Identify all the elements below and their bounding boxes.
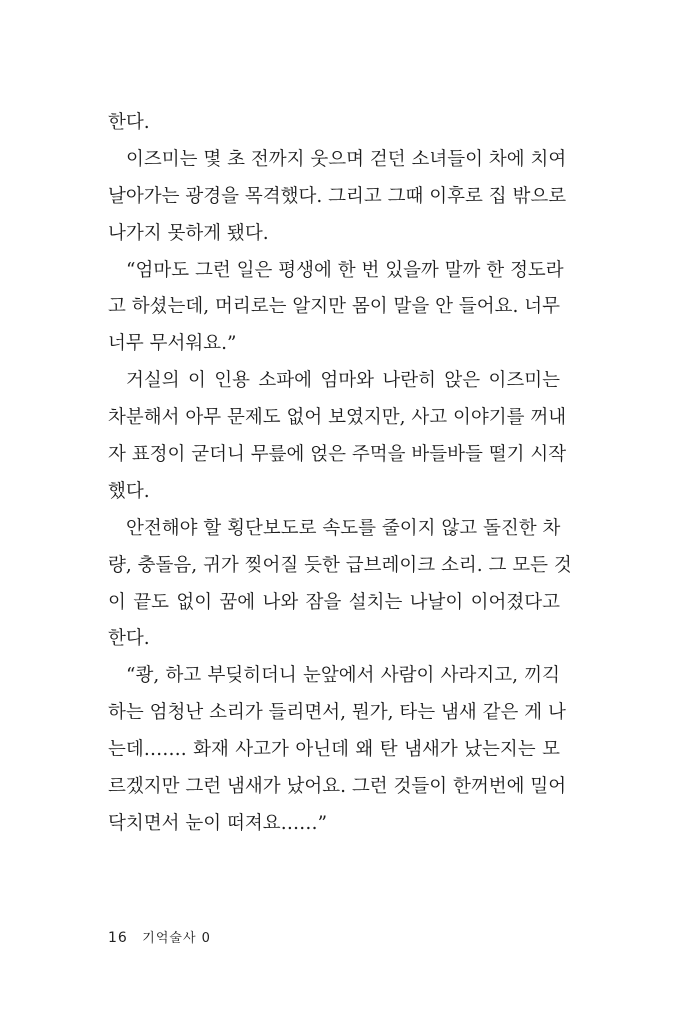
text-line: 르겠지만 그런 냄새가 났어요. 그런 것들이 한꺼번에 밀어 xyxy=(108,776,567,798)
text-line: 나가지 못하게 됐다. xyxy=(108,222,269,244)
page-number: 16 xyxy=(108,930,128,946)
text-line: “쾅, 하고 부딪히더니 눈앞에서 사람이 사라지고, 끼긱 xyxy=(126,665,560,687)
text-line: 하는 엄청난 소리가 들리면서, 뭔가, 타는 냄새 같은 게 나 xyxy=(108,702,566,724)
text-line: 한다. xyxy=(108,112,150,133)
text-line: 자 표정이 굳더니 무릎에 얹은 주먹을 바들바들 떨기 시작 xyxy=(108,444,567,466)
text-line: 너무 무서워요.” xyxy=(108,333,237,355)
text-line: 거실의 이 인용 소파에 엄마와 나란히 앉은 이즈미는 xyxy=(126,370,560,392)
text-line: 했다. xyxy=(108,480,150,502)
body-text xyxy=(108,105,572,843)
text-line: 닥치면서 눈이 떠져요……” xyxy=(108,812,328,834)
text-line: 는데……. 화재 사고가 아닌데 왜 탄 냄새가 났는지는 모 xyxy=(108,739,560,761)
text-line: 한다. xyxy=(108,628,150,650)
text-line: 이즈미는 몇 초 전까지 웃으며 걷던 소녀들이 차에 치여 xyxy=(126,148,567,170)
text-line: 이 끝도 없이 꿈에 나와 잠을 설치는 나날이 이어졌다고 xyxy=(108,591,560,613)
text-line: “엄마도 그런 일은 평생에 한 번 있을까 말까 한 정도라 xyxy=(126,259,564,281)
text-line: 안전해야 할 횡단보도로 속도를 줄이지 않고 돌진한 차 xyxy=(126,517,561,539)
text-line: 고 하셨는데, 머리로는 알지만 몸이 말을 안 들어요. 너무 xyxy=(108,296,560,318)
text-line: 량, 충돌음, 귀가 찢어질 듯한 급브레이크 소리. 그 모든 것 xyxy=(108,554,572,576)
book-title: 기억술사 0 xyxy=(142,931,211,946)
text-line: 차분해서 아무 문제도 없어 보였지만, 사고 이야기를 꺼내 xyxy=(108,407,567,429)
text-line: 날아가는 광경을 목격했다. 그리고 그때 이후로 집 밖으로 xyxy=(108,185,567,207)
page-footer xyxy=(108,928,211,949)
